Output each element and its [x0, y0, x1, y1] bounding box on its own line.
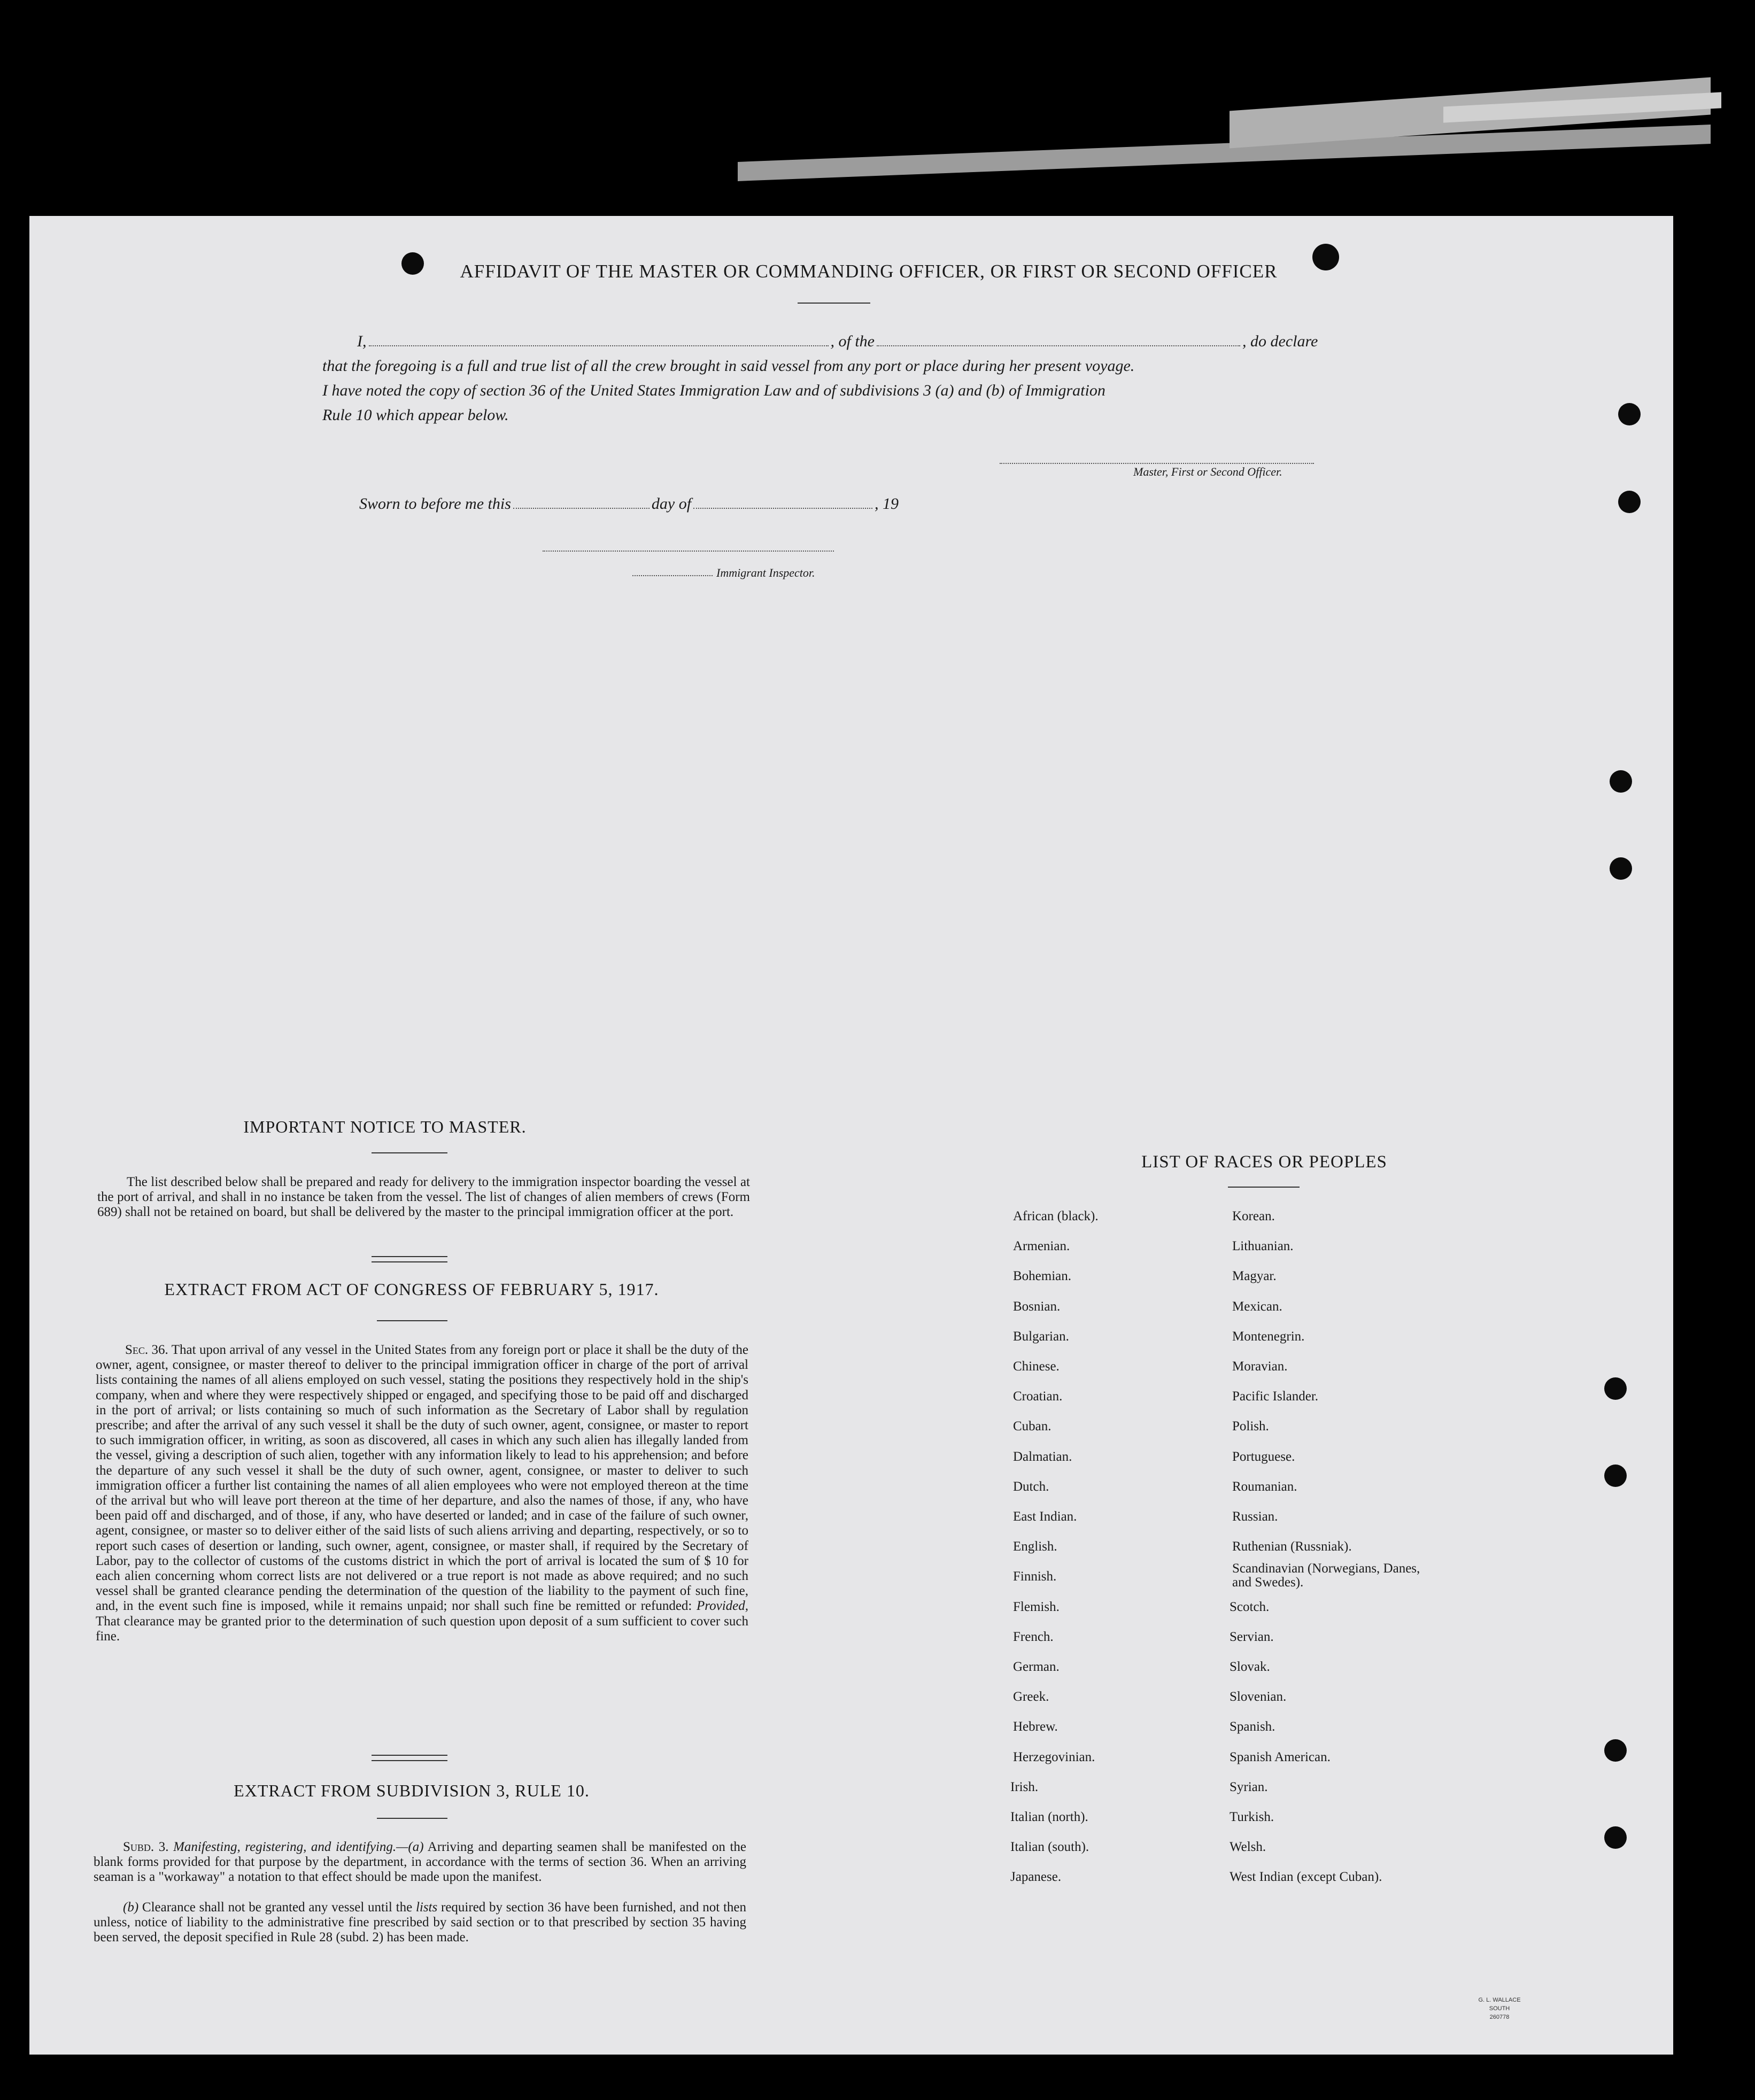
- race-item: Dutch.: [1013, 1479, 1049, 1494]
- race-item: Bulgarian.: [1013, 1329, 1069, 1344]
- punch-hole: [1604, 1377, 1627, 1400]
- race-item: Welsh.: [1230, 1840, 1266, 1855]
- race-item: African (black).: [1013, 1209, 1099, 1223]
- race-item: Bohemian.: [1013, 1269, 1072, 1284]
- divider: [377, 1320, 447, 1321]
- act-text: [96, 1343, 748, 1644]
- b-text-1: Clearance shall not be granted any vessel until the: [142, 1900, 413, 1915]
- provided-label: Provided,: [697, 1599, 748, 1614]
- printer-line-1: G. L. WALLACE SOUTH: [1478, 1997, 1521, 2012]
- race-item: Portuguese.: [1232, 1449, 1295, 1464]
- race-item: Roumanian.: [1232, 1479, 1297, 1494]
- race-item: Slovenian.: [1230, 1690, 1287, 1704]
- affidavit-of-the: , of the: [830, 332, 875, 350]
- race-item: Pacific Islander.: [1232, 1389, 1319, 1404]
- punch-hole: [1610, 857, 1632, 880]
- race-item: Italian (south).: [1010, 1840, 1089, 1855]
- document-page: [29, 216, 1673, 2055]
- affidavit-line-3: I have noted the copy of section 36 of the United States Immigration Law and of subdivisions 3 (a) and (b) of Immigration: [322, 382, 1105, 399]
- race-item: Finnish.: [1013, 1569, 1057, 1584]
- divider: [798, 303, 870, 304]
- race-item: Slovak.: [1230, 1660, 1270, 1674]
- race-item: Croatian.: [1013, 1389, 1063, 1404]
- punch-hole: [1618, 403, 1641, 425]
- race-item: Dalmatian.: [1013, 1449, 1072, 1464]
- race-item: Japanese.: [1010, 1870, 1062, 1885]
- b-label: (b): [123, 1900, 139, 1915]
- race-item: Montenegrin.: [1232, 1329, 1305, 1344]
- year-text: , 19: [875, 495, 899, 513]
- race-item: Spanish American.: [1230, 1749, 1331, 1764]
- race-item: Scotch.: [1230, 1599, 1270, 1614]
- double-divider: [372, 1755, 447, 1761]
- printer-mark: [1467, 1996, 1532, 2021]
- sec-label: Sec. 36.: [125, 1343, 168, 1357]
- sworn-text: Sworn to before me this: [359, 495, 511, 513]
- subd-a-text: Arriving and departing seamen shall be manifested on the blank forms provided for that purpose by the department, in accordance with the terms of section 36. When an arriving seaman is a "workaway" a notation to that effect should be made upon the manifest.: [94, 1840, 746, 1885]
- punch-hole: [1604, 1739, 1627, 1762]
- punch-hole: [1604, 1464, 1627, 1487]
- double-divider: [372, 1256, 447, 1262]
- inspector-caption: Immigrant Inspector.: [716, 566, 815, 579]
- divider: [1228, 1187, 1300, 1188]
- race-item: Mexican.: [1232, 1299, 1282, 1314]
- race-item: Hebrew.: [1013, 1719, 1058, 1734]
- race-item: Servian.: [1230, 1629, 1274, 1644]
- name-field[interactable]: [369, 345, 829, 346]
- race-item: Greek.: [1013, 1690, 1049, 1704]
- rule-subd-a: [94, 1840, 746, 1885]
- race-item: West Indian (except Cuban).: [1230, 1870, 1382, 1885]
- race-item: Lithuanian.: [1232, 1239, 1294, 1254]
- race-item: Armenian.: [1013, 1239, 1070, 1254]
- inspector-signature-line[interactable]: [543, 551, 834, 552]
- races-title: LIST OF RACES OR PEOPLES: [1141, 1152, 1387, 1172]
- race-item: Irish.: [1010, 1779, 1039, 1794]
- race-item: Moravian.: [1232, 1359, 1288, 1374]
- notice-title: IMPORTANT NOTICE TO MASTER.: [243, 1117, 527, 1136]
- act-body: That upon arrival of any vessel in the United States from any foreign port or place it shall be the duty of the owner, agent, consignee, or master thereof to deliver to the principal immigration officer in charge of the port of arrival lists containing the names of all aliens employed on such vessel, stating the positions they respectively hold in the ship's company, when and where they were respectively shipped or engaged, and specifying those to be paid off and discharged in the port of arrival; or lists containing so much of such information as the Secretary of Labor shall by regulation prescribe; and after the arrival of any such vessel it shall be the duty of such owner, agent, consignee, or master to report to such immigration officer, in writing, as soon as discovered, all cases in which any such alien has illegally landed from the vessel, giving a description of such alien, together with any information likely to lead to his apprehension; and before the departure of any such vessel it shall be the duty of such owner, agent, consignee, or master to deliver to such immigration officer a further list containing the names of all alien employees who were not employed thereon at the time of the arrival but who will leave port thereon at the time of her departure, and also the names of those, if any, who have been paid off and discharged, and of those, if any, who have deserted or landed; and in case of the failure of such owner, agent, consignee, or master so to deliver either of the said lists of such aliens arriving and departing, respectively, or so to report such cases of desertion or landing, such owner, agent, consignee, or master shall, if required by the Secretary of Labor, pay to the collector of customs of the customs district in which the port of arrival is located the sum of $ 10 for each alien concerning whom correct lists are not delivered or a true report is not made as above required; and no such vessel shall be granted clearance pending the determination of the question of the liability to the payment of such fine, and, in the event such fine is imposed, while it remains unpaid; nor shall such fine be remitted or refunded:: [96, 1343, 749, 1614]
- race-item: German.: [1013, 1660, 1060, 1674]
- background-page-edge: [738, 125, 1711, 181]
- month-field[interactable]: [693, 507, 872, 509]
- affidavit-line-1: [357, 332, 1318, 351]
- race-item: Bosnian.: [1013, 1299, 1061, 1314]
- race-item: Syrian.: [1230, 1779, 1268, 1794]
- race-item: Polish.: [1232, 1419, 1269, 1434]
- vessel-field[interactable]: [877, 345, 1240, 346]
- affidavit-line-4: Rule 10 which appear below.: [322, 406, 509, 424]
- day-of-text: day of: [651, 495, 692, 513]
- provided-text: That clearance may be granted prior to the determination of such question upon deposit of a sum sufficient to cover such fine.: [96, 1614, 748, 1644]
- rule-title: EXTRACT FROM SUBDIVISION 3, RULE 10.: [234, 1781, 590, 1800]
- printer-line-2: 260778: [1489, 2014, 1510, 2020]
- day-field[interactable]: [513, 507, 650, 509]
- race-item: Korean.: [1232, 1209, 1275, 1223]
- race-item: Spanish.: [1230, 1719, 1275, 1734]
- sworn-line: [359, 495, 899, 513]
- inspector-dots: [632, 575, 713, 576]
- race-item: Herzegovinian.: [1013, 1749, 1095, 1764]
- punch-hole: [1604, 1826, 1627, 1849]
- b-text-2: required by section 36 have been furnished, and not then unless, notice of liability to the administrative fine prescribed by said section or to that prescribed by section 35 having been served, the deposit specified in Rule 28 (subd. 2) has been made.: [94, 1900, 747, 1945]
- subd-label: Subd. 3.: [123, 1840, 169, 1854]
- master-caption: Master, First or Second Officer.: [1133, 465, 1282, 478]
- master-signature-line[interactable]: [1000, 463, 1314, 464]
- race-item: Cuban.: [1013, 1419, 1052, 1434]
- affidavit-line-2: that the foregoing is a full and true list of all the crew brought in said vessel from any port or place during her present voyage.: [322, 357, 1135, 375]
- race-item: East Indian.: [1013, 1509, 1077, 1524]
- race-item: Magyar.: [1232, 1269, 1277, 1284]
- rule-subd-b: [94, 1900, 746, 1946]
- race-item: Flemish.: [1013, 1599, 1060, 1614]
- divider: [372, 1152, 447, 1153]
- affidavit-title: AFFIDAVIT OF THE MASTER OR COMMANDING OFFICER, OR FIRST OR SECOND OFFICER: [460, 261, 1278, 282]
- b-lists: lists: [415, 1900, 438, 1915]
- divider: [377, 1818, 447, 1819]
- race-item: Italian (north).: [1010, 1810, 1088, 1824]
- race-item: Scandinavian (Norwegians, Danes, and Swedes).: [1232, 1561, 1420, 1590]
- race-item: Russian.: [1232, 1509, 1278, 1524]
- race-item: French.: [1013, 1629, 1054, 1644]
- race-item: Turkish.: [1230, 1810, 1274, 1824]
- subd-heading: Manifesting, registering, and identifying.—(a): [173, 1840, 424, 1854]
- race-item: Ruthenian (Russniak).: [1232, 1539, 1352, 1554]
- punch-hole: [1618, 491, 1641, 513]
- race-item: English.: [1013, 1539, 1057, 1554]
- affidavit-declare: , do declare: [1242, 332, 1318, 350]
- race-item: Chinese.: [1013, 1359, 1060, 1374]
- affidavit-i: I,: [357, 332, 367, 350]
- act-title: EXTRACT FROM ACT OF CONGRESS OF FEBRUARY 5, 1917.: [164, 1280, 659, 1299]
- notice-text: The list described below shall be prepared and ready for delivery to the immigration inspector boarding the vessel at the port of arrival, and shall in no instance be taken from the vessel. The list of changes of alien members of crews (Form 689) shall not be retained on board, but shall be delivered by the master to the principal immigration officer at the port.: [97, 1175, 750, 1220]
- punch-hole: [1610, 770, 1632, 793]
